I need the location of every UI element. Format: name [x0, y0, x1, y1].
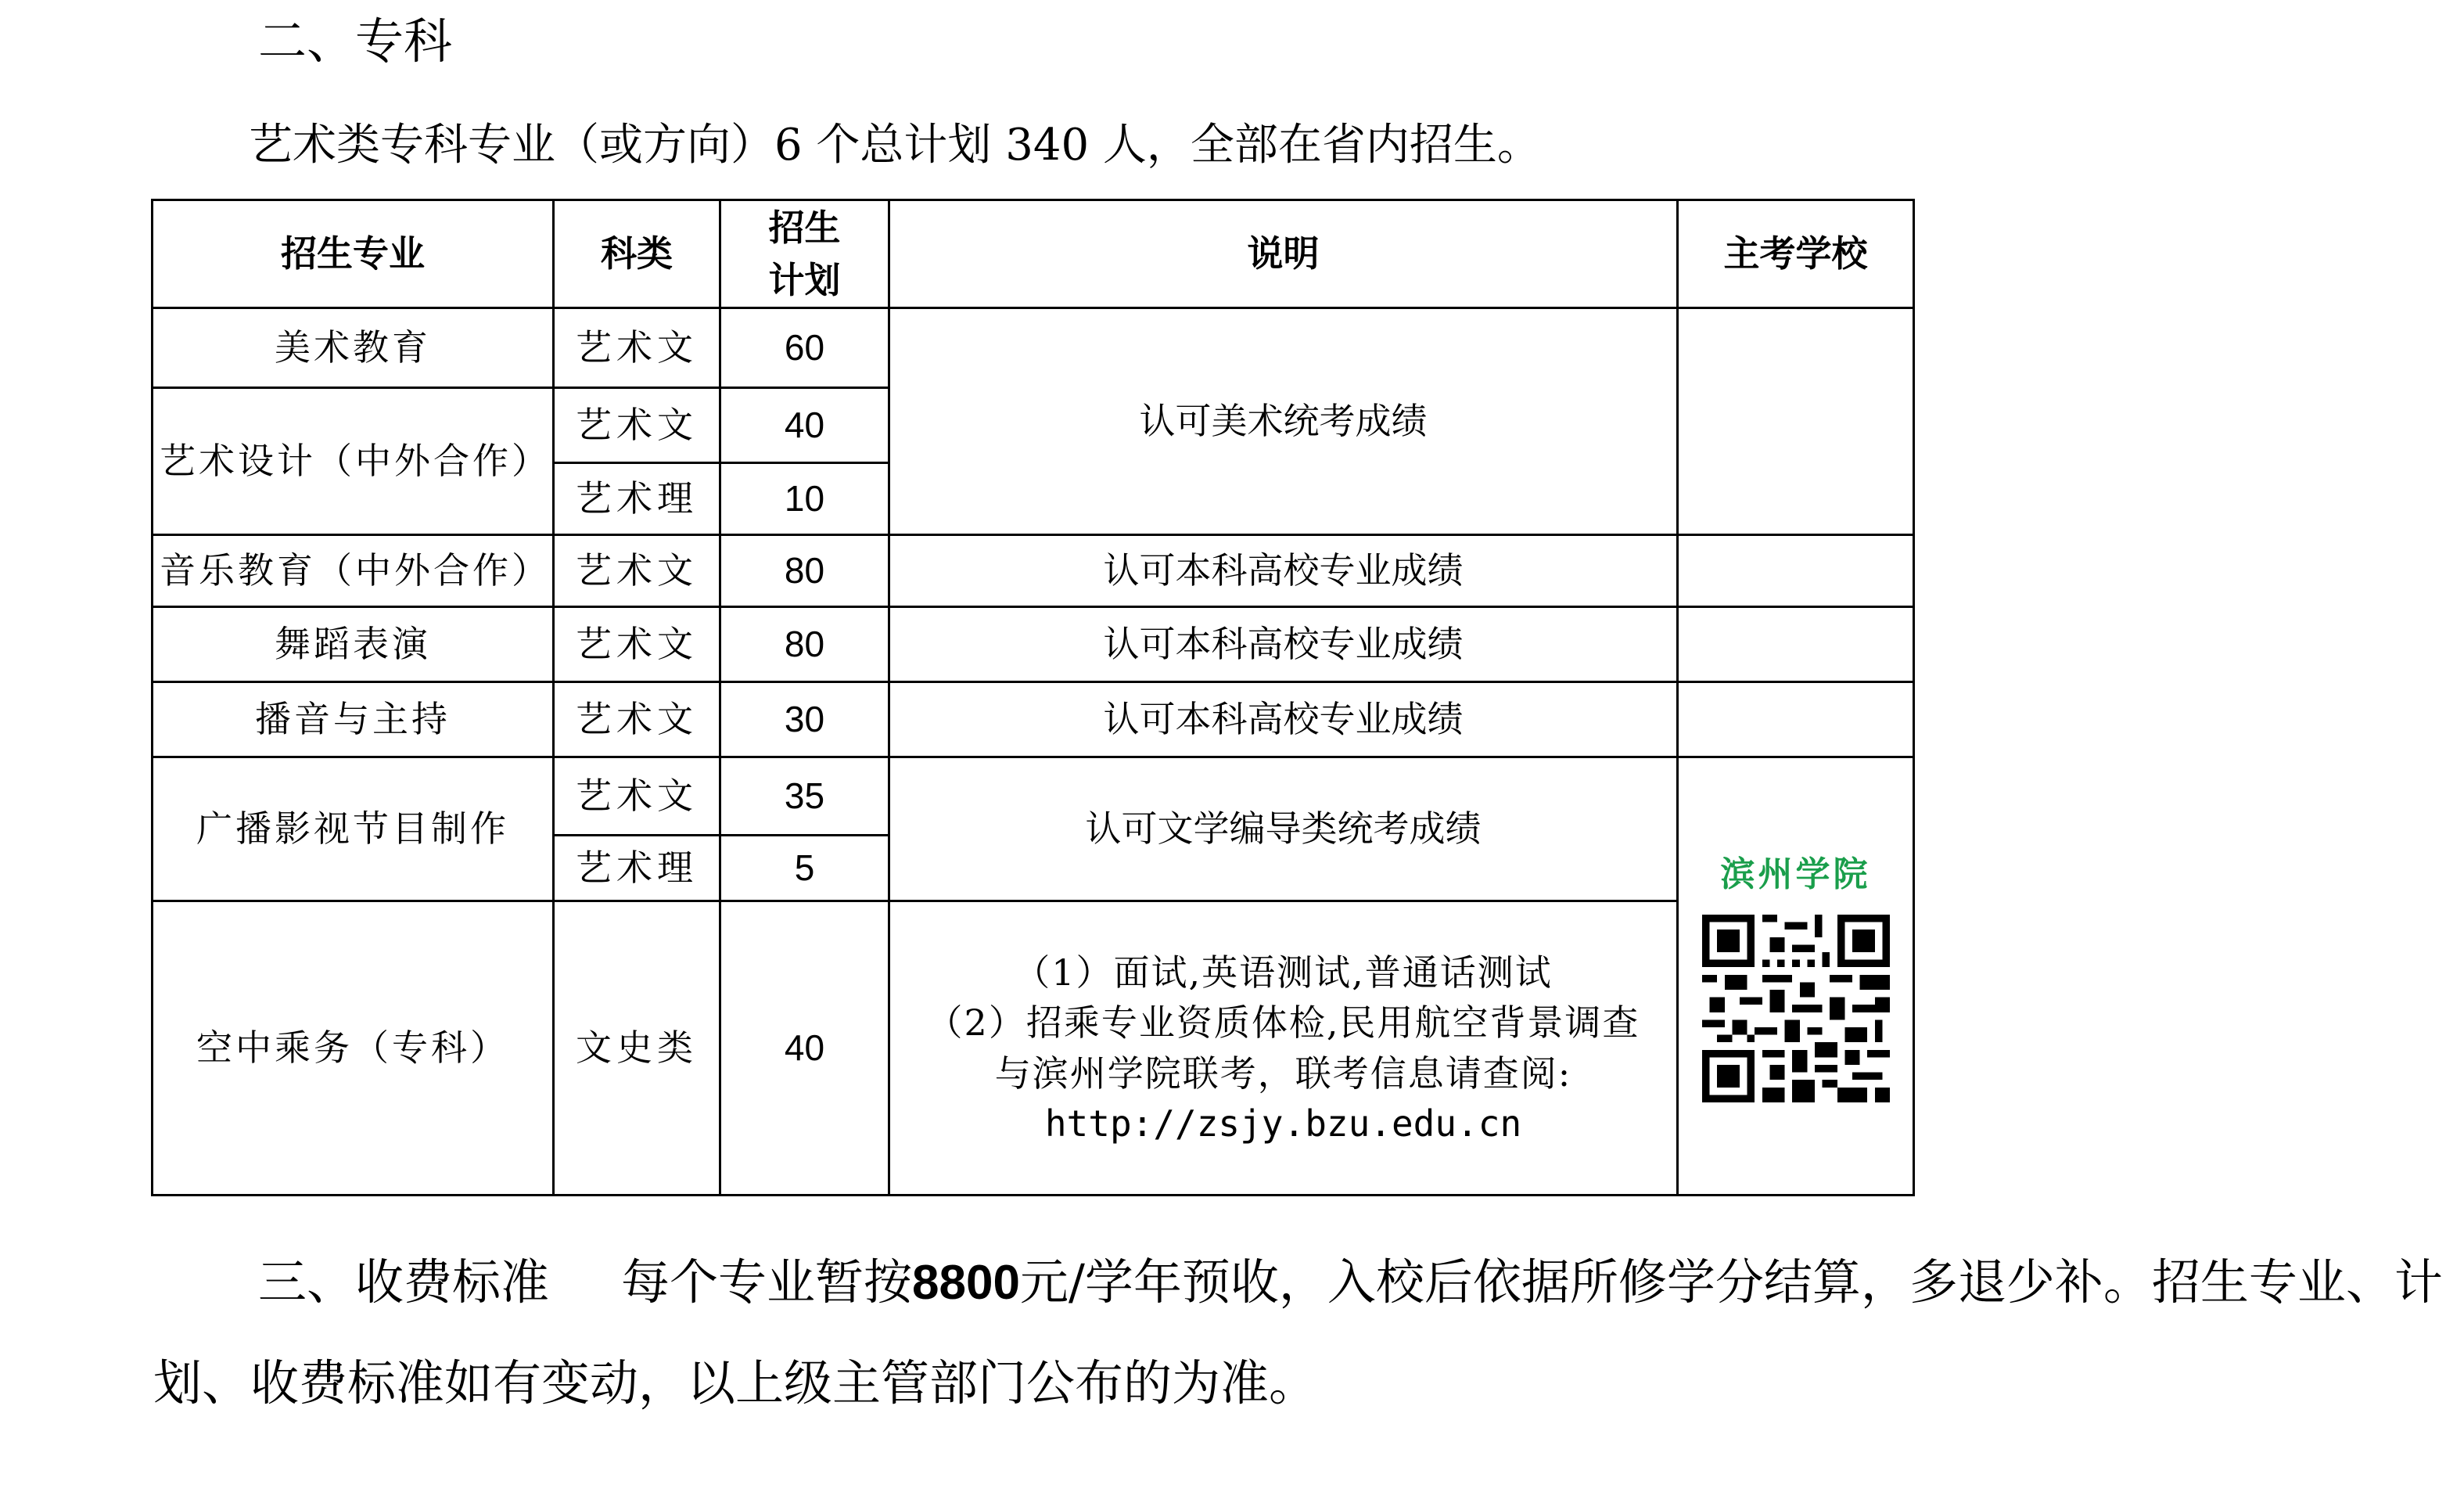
fee-heading: 三、收费标准 [258, 1253, 550, 1311]
school-cell [1678, 607, 1914, 682]
qr-code-icon [1702, 915, 1890, 1102]
major-cell: 艺术设计（中外合作） [153, 388, 554, 535]
school-cell [1678, 535, 1914, 607]
major-cell: 广播影视节目制作 [153, 757, 554, 901]
category-cell: 艺术文 [554, 607, 720, 682]
plan-cell: 30 [720, 682, 889, 757]
table-header-row [153, 200, 1914, 308]
note-cell: 认可美术统考成绩 [889, 308, 1678, 535]
note-cell: 认可本科高校专业成绩 [889, 682, 1678, 757]
table-row [153, 757, 1914, 836]
school-cell [1678, 682, 1914, 757]
header-category: 科类 [554, 200, 720, 308]
note-line: （2）招乘专业资质体检,民用航空背景调查 [926, 1001, 1640, 1045]
header-plan [720, 200, 889, 308]
major-cell: 音乐教育（中外合作） [153, 535, 554, 607]
category-cell: 艺术文 [554, 535, 720, 607]
school-cell [1678, 757, 1914, 1196]
header-note: 说明 [889, 200, 1678, 308]
category-cell: 艺术理 [554, 836, 720, 901]
note-cell [889, 901, 1678, 1196]
admission-url-link[interactable]: http://zsjy.bzu.edu.cn [1044, 1102, 1522, 1145]
category-cell: 艺术文 [554, 388, 720, 463]
plan-cell: 10 [720, 463, 889, 535]
header-school: 主考学校 [1678, 200, 1914, 308]
table-row [153, 901, 1914, 1196]
plan-cell: 35 [720, 757, 889, 836]
plan-cell: 60 [720, 308, 889, 388]
category-cell: 艺术文 [554, 757, 720, 836]
school-name: 滨州学院 [1720, 854, 1871, 894]
section-intro: 艺术类专科专业（或方向）6 个总计划 340 人，全部在省内招生。 [249, 120, 1541, 171]
section-heading: 二、专科 [258, 13, 453, 70]
plan-cell: 80 [720, 535, 889, 607]
major-cell: 舞蹈表演 [153, 607, 554, 682]
note-line: 与滨州学院联考，联考信息请查阅: [994, 1052, 1572, 1095]
fee-text-a: 每个专业暂按 [621, 1253, 913, 1311]
table-row [153, 308, 1914, 388]
note-cell: 认可文学编导类统考成绩 [889, 757, 1678, 901]
header-plan-line2: 计划 [768, 258, 841, 301]
category-cell: 艺术文 [554, 682, 720, 757]
note-cell: 认可本科高校专业成绩 [889, 535, 1678, 607]
category-cell: 艺术文 [554, 308, 720, 388]
fee-paragraph [153, 1232, 2445, 1433]
major-cell: 美术教育 [153, 308, 554, 388]
fee-amount: 8800 [912, 1256, 1020, 1310]
major-cell: 播音与主持 [153, 682, 554, 757]
plan-cell: 80 [720, 607, 889, 682]
table-row [153, 535, 1914, 607]
header-plan-line1: 招生 [768, 206, 841, 249]
header-major: 招生专业 [153, 200, 554, 308]
fee-text-b: 元/学年预收，入校后依据所修学分结算，多退少补。招生专业、计划、收费标准如有变动，以上级主管部门公布的为准。 [153, 1253, 2443, 1411]
category-cell: 艺术理 [554, 463, 720, 535]
category-cell: 文史类 [554, 901, 720, 1196]
admission-table [151, 199, 1915, 1196]
school-cell [1678, 308, 1914, 535]
plan-cell: 5 [720, 836, 889, 901]
plan-cell: 40 [720, 901, 889, 1196]
note-cell: 认可本科高校专业成绩 [889, 607, 1678, 682]
plan-cell: 40 [720, 388, 889, 463]
note-line: （1）面试,英语测试,普通话测试 [1014, 951, 1553, 994]
major-cell: 空中乘务（专科） [153, 901, 554, 1196]
table-row [153, 682, 1914, 757]
table-row [153, 607, 1914, 682]
